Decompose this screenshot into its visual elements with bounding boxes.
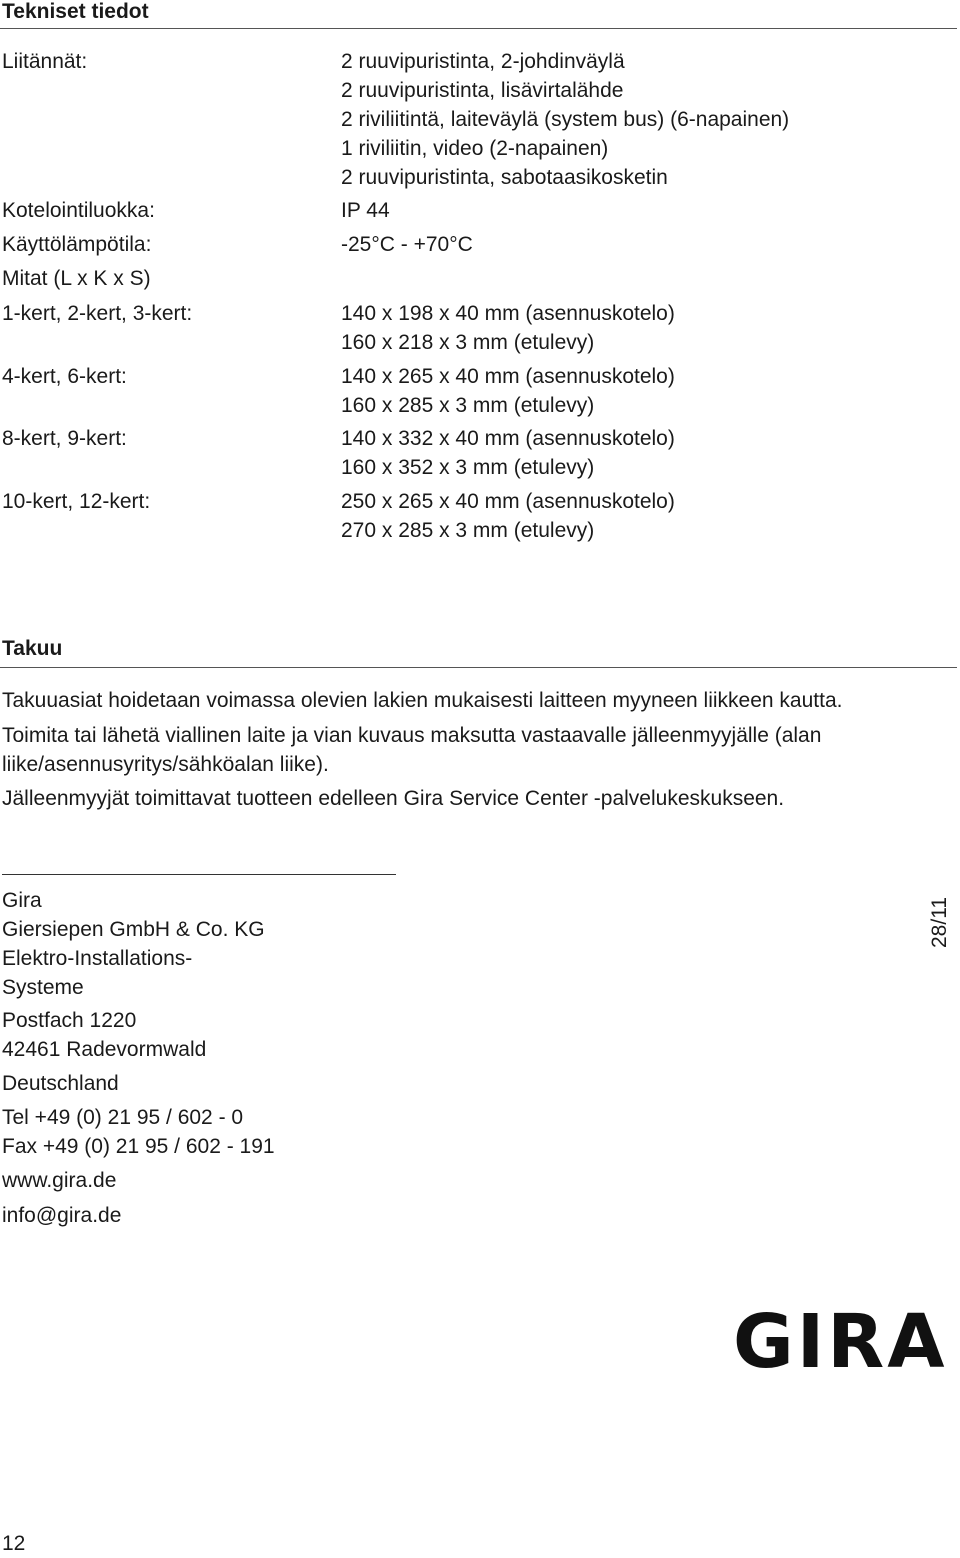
dimension-frontplate: 160 x 352 x 3 mm (etulevy) [341, 456, 595, 479]
dimension-housing: 140 x 332 x 40 mm (asennuskotelo) [341, 427, 675, 450]
postal-block [2, 1006, 206, 1064]
dimension-frontplate: 270 x 285 x 3 mm (etulevy) [341, 519, 595, 542]
section-divider [0, 667, 957, 668]
dimension-row-values [341, 299, 675, 357]
dimension-housing: 250 x 265 x 40 mm (asennuskotelo) [341, 490, 675, 513]
connection-item: 2 ruuvipuristinta, sabotaasikosketin [341, 166, 668, 189]
connection-item: 2 riviliitintä, laiteväylä (system bus) (6-napainen) [341, 108, 790, 131]
connection-item: 2 ruuvipuristinta, 2-johdinväylä [341, 50, 625, 73]
temperature-value: -25°C - +70°C [341, 233, 473, 256]
dimension-row-label: 8-kert, 9-kert: [2, 427, 127, 450]
dimension-row-values [341, 424, 675, 482]
division-line: Elektro-Installations- [2, 947, 193, 970]
warranty-paragraph: Jälleenmyyjät toimittavat tuotteen edelleen Gira Service Center -palvelukeskukseen. [2, 787, 785, 810]
dimension-frontplate: 160 x 285 x 3 mm (etulevy) [341, 394, 595, 417]
connection-item: 2 ruuvipuristinta, lisävirtalähde [341, 79, 624, 102]
temperature-label: Käyttölämpötila: [2, 233, 152, 256]
phone: Tel +49 (0) 21 95 / 602 - 0 [2, 1106, 244, 1129]
warranty-line: Toimita tai lähetä viallinen laite ja vian kuvaus maksutta vastaavalle jälleenmyyjälle (alan [2, 724, 822, 747]
warranty-line: liike/asennusyritys/sähköalan liike). [2, 753, 329, 776]
section-title-technical: Tekniset tiedot [2, 0, 149, 23]
company-short: Gira [2, 889, 42, 912]
section-title-warranty: Takuu [2, 637, 63, 660]
protection-value: IP 44 [341, 199, 390, 222]
contact-block [2, 1103, 275, 1161]
dimension-housing: 140 x 265 x 40 mm (asennuskotelo) [341, 365, 675, 388]
company-block [2, 886, 265, 1002]
dimensions-label: Mitat (L x K x S) [2, 267, 151, 290]
warranty-paragraph: Takuuasiat hoidetaan voimassa olevien lakien mukaisesti laitteen myyneen liikkeen kautta. [2, 689, 843, 712]
connections-label: Liitännät: [2, 50, 88, 73]
company-full: Giersiepen GmbH & Co. KG [2, 918, 265, 941]
email-link[interactable]: info@gira.de [2, 1204, 122, 1227]
signature-line [2, 874, 396, 875]
gira-logo: GIRA [733, 1299, 948, 1385]
document-code: 28/11 [928, 897, 951, 948]
dimension-frontplate: 160 x 218 x 3 mm (etulevy) [341, 331, 595, 354]
postbox: Postfach 1220 [2, 1009, 137, 1032]
dimension-housing: 140 x 198 x 40 mm (asennuskotelo) [341, 302, 675, 325]
website-link[interactable]: www.gira.de [2, 1169, 117, 1192]
section-divider [0, 28, 957, 29]
page-number: 12 [2, 1532, 26, 1555]
dimension-row-values [341, 362, 675, 420]
dimension-row-label: 1-kert, 2-kert, 3-kert: [2, 302, 193, 325]
protection-label: Kotelointiluokka: [2, 199, 155, 222]
warranty-paragraph [2, 721, 952, 779]
fax: Fax +49 (0) 21 95 / 602 - 191 [2, 1135, 275, 1158]
dimension-row-label: 10-kert, 12-kert: [2, 490, 151, 513]
country: Deutschland [2, 1072, 119, 1095]
dimension-row-label: 4-kert, 6-kert: [2, 365, 127, 388]
connection-item: 1 riviliitin, video (2-napainen) [341, 137, 609, 160]
division-line: Systeme [2, 976, 84, 999]
city: 42461 Radevormwald [2, 1038, 207, 1061]
connections-list [341, 47, 789, 192]
dimension-row-values [341, 487, 675, 545]
